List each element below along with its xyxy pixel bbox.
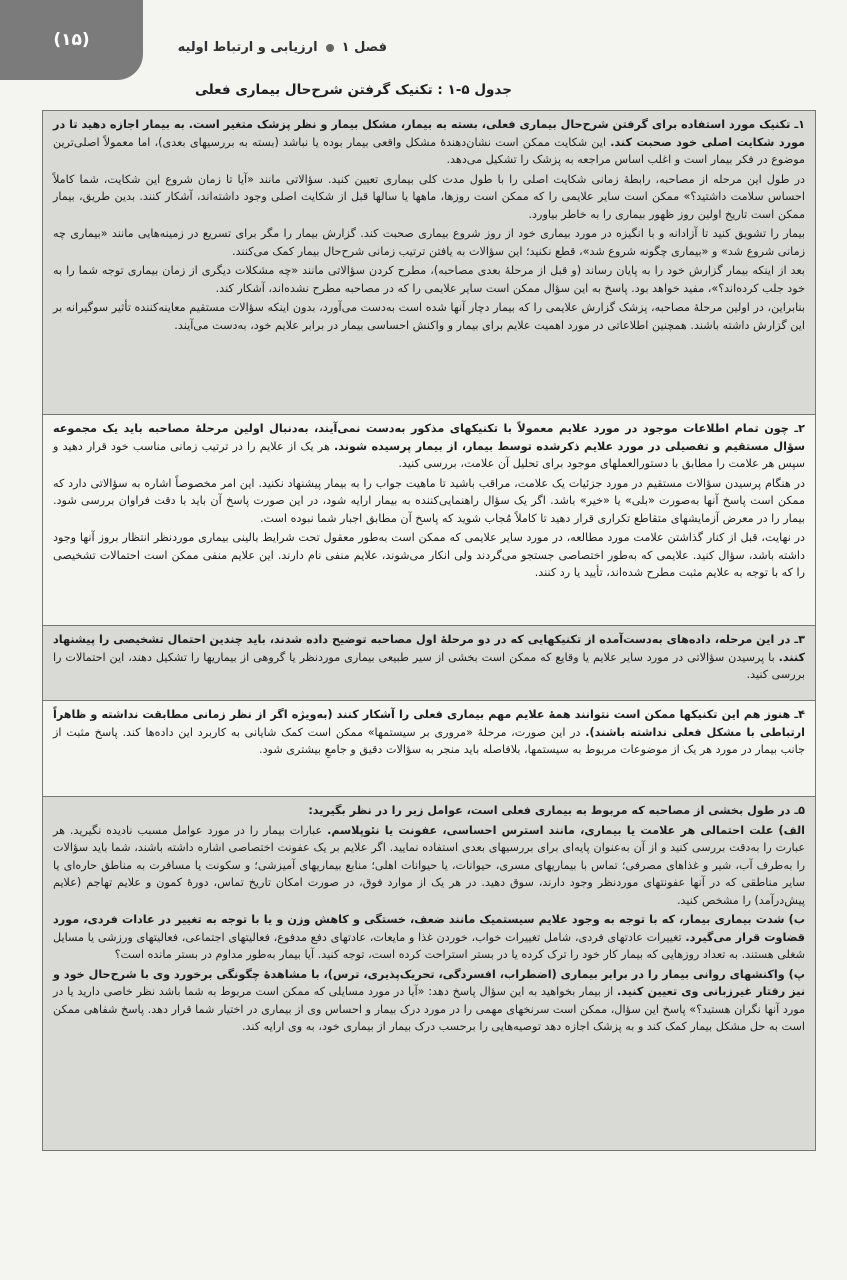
chapter-label: فصل ۱ bbox=[341, 40, 387, 55]
row-1-text-2: در طول این مرحله از مصاحبه، رابطهٔ زمانی شکایت اصلی را با طول مدت کلی بیماری تعیین کنید. سؤالاتی مانند «آیا تا زمان شروع این شکایت، شما کاملاً احساس سلامت داشتید؟» ممکن است سایر علایمی را که ممکن است روزها، ماهها یا سالها قبل از شکایت اصلی وجود داشته‌اند، آشکار کنند. بدین طریق، بیمار ممکن است تاریخ اولین روز ظهور بیماری را به خاطر بیاورد. bbox=[53, 172, 805, 221]
row-2-text-2: در هنگام پرسیدن سؤالات مستقیم در مورد جزئیات یک علامت، مراقب باشید تا ماهیت جواب را به بیمار پیشنهاد نکنید. این امر مخصوصاً اشاره به سؤالاتی دارد که ممکن است پاسخ آنها به‌صورت «بلی» یا «خیر» باشد. اگر یک سؤال راهنمایی‌کننده به بیمار ارایه شود، در این صورت پاسخ آن باید با دقت فراوان بررسی شود. بیمار را در معرض آزمایشهای متقاطع تکراری قرار دهید تا کاملاً مُجاب شوید که پاسخ آن مطابق اجبار شما نبوده است. bbox=[53, 476, 805, 525]
table-row-2 bbox=[43, 415, 815, 626]
row-1-text-4: بعد از اینکه بیمار گزارش خود را به پایان رساند (و قبل از مرحلهٔ بعدی مصاحبه)، مطرح کردن سؤالاتی مانند «چه مشکلات دیگری از زمان بیماری توجه شما را به خود جلب کرده‌اند؟»، مفید خواهد بود. پاسخ به این سؤال ممکن است سایر علایمی را که در مصاحبه مطرح نشده‌اند، آشکار کند. bbox=[53, 264, 805, 295]
table-row-5 bbox=[43, 797, 815, 1150]
page-number-tab bbox=[0, 0, 143, 80]
bullet-dot-icon bbox=[326, 44, 334, 52]
row-2-lead: ۲ـ چون تمام اطلاعات موجود در مورد علایم معمولاً با تکنیکهای مذکور به‌دست نمی‌آیند، به‌دنبال اولین مرحلهٔ مصاحبه باید یک مجموعه سؤال مستقیم و تفصیلی در مورد علایم ذکرشده توسط بیمار، از بیمار پرسیده شوند. bbox=[53, 422, 805, 453]
row-1-text-3: بیمار را تشویق کنید تا آزادانه و با انگیزه در مورد بیماری خود از روز شروع بیماری صحبت کند. گزارش بیمار را مگر برای تسریع در زمینه‌هایی مانند «بیماری چه زمانی شروع شد» و «بیماری چگونه شروع شد»، قطع نکنید؛ این سؤالات به یافتن ترتیب زمانی شرح‌حال بیمار کمک می‌کنند. bbox=[53, 227, 805, 258]
chapter-title: ارزیابی و ارتباط اولیه bbox=[177, 40, 318, 55]
row-2-text-3: در نهایت، قبل از کنار گذاشتن علامت مورد مطالعه، در مورد سایر علایمی که ممکن است به‌طور معقول تحت شرایط بالینی بیماری موردنظر انتظار بروز آنها وجود داشته باشد، سؤال کنید. علایمی که به‌طور اختصاصی جستجو می‌گردند ولی انکار می‌شوند، علایم منفی نام دارند. این علایم منفی ممکن است احتمالات تشخیصی را که با توجه به علایم مثبت مطرح شده‌اند، تأیید یا رد کنند. bbox=[53, 531, 805, 579]
table-row-1 bbox=[43, 111, 815, 415]
table-row-4 bbox=[43, 701, 815, 797]
row-1-lead: ۱ـ تکنیک مورد استفاده برای گرفتن شرح‌حال بیماری فعلی، بسته به بیمار، مشکل بیمار و نظر پزشک متغیر است. به بیمار اجازه دهید تا در مورد شکایت اصلی خود صحبت کند. bbox=[53, 118, 805, 149]
row-5-lead: ۵ـ در طول بخشی از مصاحبه که مربوط به بیماری فعلی است، عوامل زیر را در نظر بگیرید: bbox=[308, 804, 805, 817]
row-4-lead: ۴ـ هنوز هم این تکنیکها ممکن است نتوانند همهٔ علایم مهم بیماری فعلی را آشکار کنند (به‌ویژه اگر از نظر زمانی مطابقت نداشته و ظاهراً ارتباطی با مشکل فعلی نداشته باشند). bbox=[53, 708, 805, 739]
running-header bbox=[178, 40, 387, 55]
row-4-text-1: در این صورت، مرحلهٔ «مروری بر سیستمها» ممکن است کمک شایانی به کاربرد این داده‌ها کند. پاسخ مثبت از جانب بیمار در مورد هر یک از موضوعات مربوط به سیستمها، بلافاصله باید منجر به سؤالات دقیق و جامعِ بیشتری شود. bbox=[53, 725, 805, 756]
row-3-lead: ۳ـ در این مرحله، داده‌های به‌دست‌آمده از تکنیکهایی که در دو مرحلهٔ اول مصاحبه توضیح داده شدند، باید چندین احتمال تشخیصی را پیشنهاد کنند. bbox=[53, 633, 805, 664]
row-5-item-a-text: عبارات بیمار را در مورد عوامل مسبب نادیده نگیرید. هر عبارت را به‌دقت بررسی کنید و از آن به‌عنوان پایه‌ای برای بررسیهای بعدی استفاده نمایید. اگر علایم بر یک عفونت اختصاصی اشاره داشته باشند، شما باید سؤالات را به‌طرف آب، شیر و غذاهای مصرفی؛ تماس با بیماریهای مسری، حیوانات، یا حیوانات اهلی؛ منابع بیماریهای آمیزشی؛ و سکونت یا مسافرت به مناطق حاره‌ای یا سایر مناطقی که در آنها عفونتهای موردنظر وجود دارند، سوق دهید. در هر یک از موارد فوق، در صورت امکان تاریخ تماس، دورهٔ کمون و علایم تهاجم (علایم پیش‌درآمد) را مشخص کنید. bbox=[53, 823, 805, 907]
row-1-text-1: این شکایت ممکن است نشان‌دهندهٔ مشکل واقعی بیمار بوده یا نباشد (بسته به بررسیهای بعدی)، اما معمولاً اصلی‌ترین موضوع در فکر بیمار است و اغلب اساس مراجعه به پزشک را تشکیل می‌دهد. bbox=[53, 135, 805, 166]
row-5-item-c-lead: پ) واکنشهای روانی بیمار را در برابر بیماری (اضطراب، افسردگی، تحریک‌پذیری، ترس)، با مشاهدهٔ چگونگی برخورد وی با شرح‌حال خود و نیز رفتار غیرزبانی وی تعیین کنید. bbox=[53, 967, 806, 998]
row-3-text-1: با پرسیدن سؤالاتی در مورد سایر علایم یا وقایع که ممکن است بخشی از سیر طبیعی بیماری موردنظر یا گروهی از بیماریها را تشکیل دهند، این احتمالات را بررسی کنید. bbox=[53, 650, 805, 681]
row-5-item-b-text: تغییرات عادتهای فردی، شامل تغییرات خواب، خوردن غذا و مایعات، عادتهای دفع مدفوع، فعالیتهای اجتماعی، فعالیتهای ورزشی یا مسایل شغلی هستند. به تعداد روزهایی که بیمار کار خود را ترک کرده یا در بستر استراحت کرده است، توجه کنید. آیا بیمار به‌طور مداوم در بستر مانده است؟ bbox=[53, 930, 805, 961]
row-1-text-5: بنابراین، در اولین مرحلهٔ مصاحبه، پزشک گزارش علایمی را که بیمار دچار آنها شده است به‌دست می‌آورد، بدون اینکه سؤالات مستقیم معاینه‌کننده تأثیر سوگیرانه بر این گزارش داشته باشند. همچنین اطلاعاتی در مورد اهمیت علایم برای بیمار و واکنش احساسی بیمار در برابر علایم خود، به‌دست می‌آیند. bbox=[53, 301, 805, 332]
row-5-item-c-text: از بیمار بخواهید به این سؤال پاسخ دهد: «آیا در مورد مسایلی که ممکن است مربوط به شما باشد نظر خاصی دارید یا در مورد آنها نگران هستید؟» پاسخ این سؤال، ممکن است سرنخهای مهمی را در مورد درک بیمار و احساس وی از بیماری در اختیار شما قرار دهد. پاسخ شفاهی ممکن است به حل مشکل بیمار کمک کند و به پزشک اجازه دهد توصیه‌هایی را برحسب درک بیمار از بیماری خود، به وی ارایه کند. bbox=[53, 985, 805, 1033]
page-number: (۱۵) bbox=[53, 30, 90, 50]
table-title-wrap bbox=[0, 82, 847, 98]
table-title: جدول ۵-۱ : تکنیک گرفتن شرح‌حال بیماری فعلی bbox=[195, 82, 512, 98]
row-5-item-b-lead: ب) شدت بیماری بیمار، که با توجه به وجود علایم سیستمیک مانند ضعف، خستگی و کاهش وزن و یا با توجه به تغییر در عادات فردی، مورد قضاوت قرار می‌گیرد. bbox=[53, 913, 805, 944]
row-5-item-a-lead: الف) علت احتمالی هر علامت یا بیماری، مانند استرس احساسی، عفونت یا نئوپلاسم. bbox=[327, 823, 806, 837]
row-2-text-1: هر یک از علایم را در ترتیب زمانی مناسب خود قرار دهید و سپس هر علامت را مطابق با دستورالعملهای موجود برای تحلیل آن علامت، بررسی کنید. bbox=[53, 439, 805, 470]
technique-table bbox=[42, 110, 816, 1151]
table-row-3 bbox=[43, 626, 815, 701]
